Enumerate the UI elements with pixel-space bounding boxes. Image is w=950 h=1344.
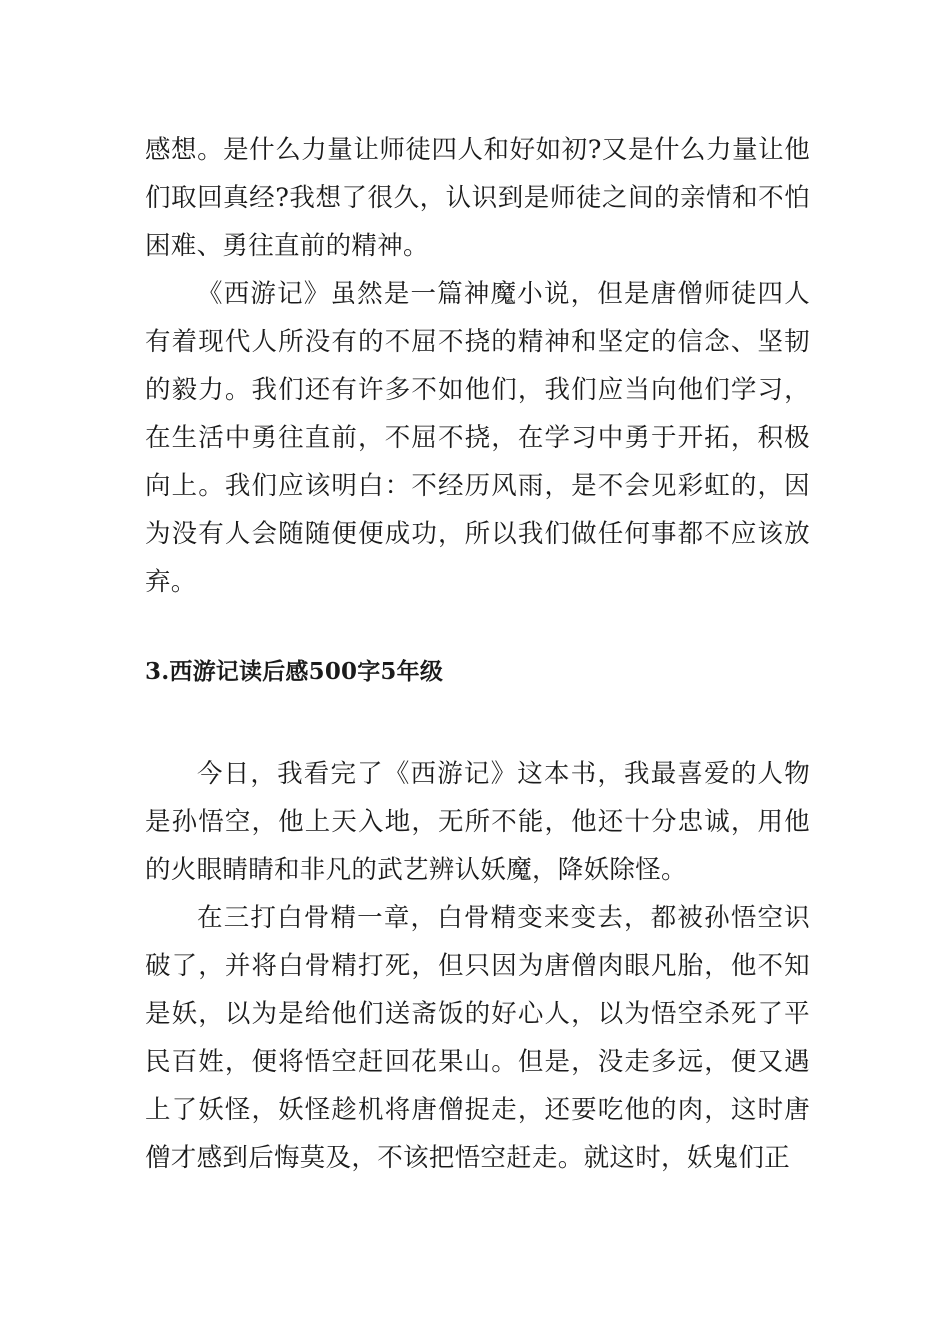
section-heading: 3.西游记读后感500字5年级 (145, 658, 444, 685)
paragraph-intro: 今日，我看完了《西游记》这本书，我最喜爱的人物是孙悟空，他上天入地，无所不能，他还十分忠诚，用他的火眼睛睛和非凡的武艺辨认妖魔，降妖除怪。 (145, 759, 810, 885)
spacer (145, 696, 810, 750)
spacer (145, 606, 810, 648)
paragraph-conclusion: 《西游记》虽然是一篇神魔小说，但是唐僧师徒四人有着现代人所没有的不屈不挠的精神和坚定的信念、坚韧的毅力。我们还有许多不如他们，我们应当向他们学习，在生活中勇往直前，不屈不挠，在学习中勇于开拓，积极向上。我们应该明白：不经历风雨，是不会见彩虹的，因为没有人会随随便便成功，所以我们做任何事都不应该放弃。 (145, 279, 810, 597)
paragraph-continuation: 感想。是什么力量让师徒四人和好如初?又是什么力量让他们取回真经?我想了很久，认识到是师徒之间的亲情和不怕困难、勇往直前的精神。 (145, 135, 810, 261)
document-page (145, 126, 810, 1182)
paragraph-body: 在三打白骨精一章，白骨精变来变去，都被孙悟空识破了，并将白骨精打死，但只因为唐僧肉眼凡胎，他不知是妖，以为是给他们送斋饭的好心人，以为悟空杀死了平民百姓，便将悟空赶回花果山。但是，没走多远，便又遇上了妖怪，妖怪趁机将唐僧捉走，还要吃他的肉，这时唐僧才感到后悔莫及，不该把悟空赶走。就这时，妖鬼们正 (145, 903, 810, 1173)
